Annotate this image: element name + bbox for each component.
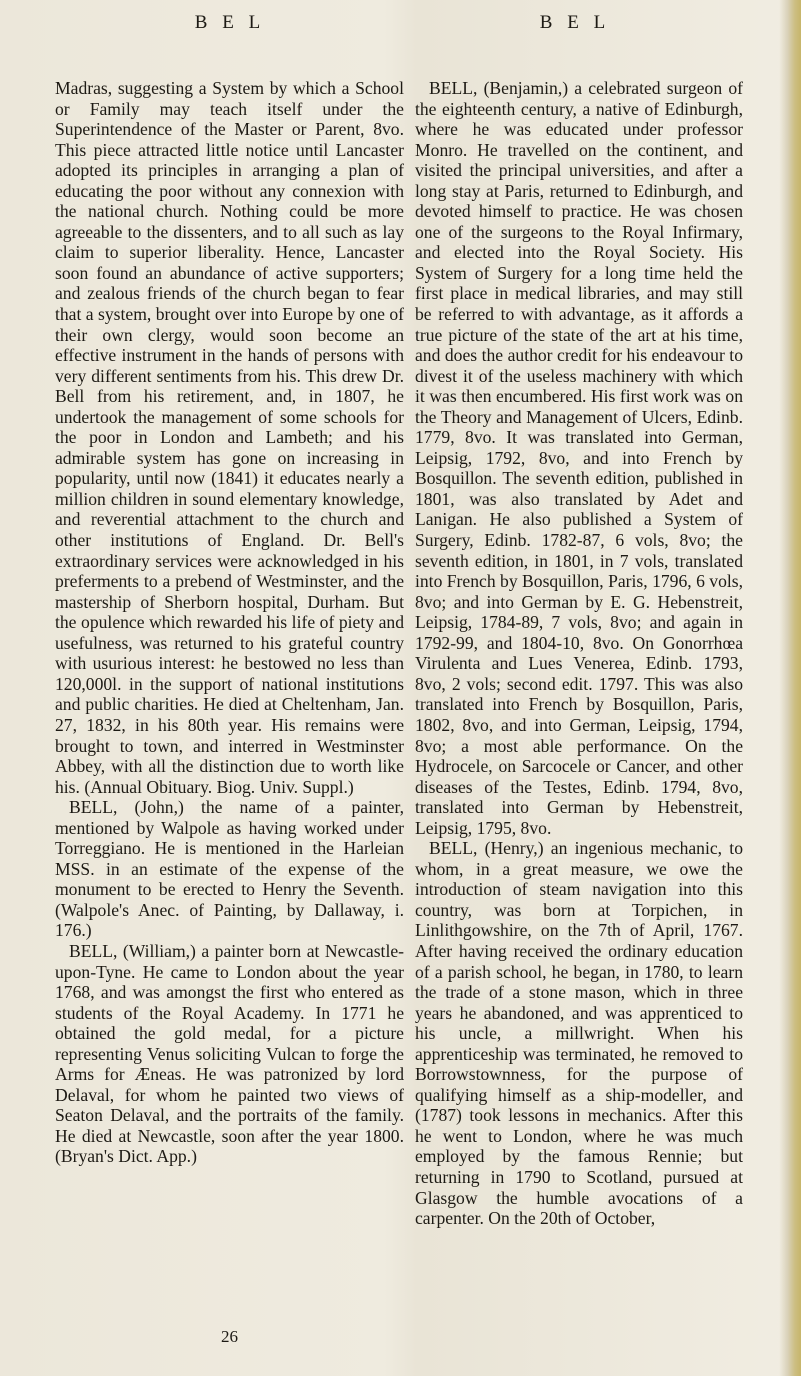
entry-bell-william: BELL, (William,) a painter born at Newcastle-upon-Tyne. He came to London about the year 1768, and was amongst the first who entered as students of the Royal Academy. In 1771 he obtained the gold medal, for a picture representing Venus soliciting Vulcan to forge the Arms for Æneas. He was patronized by lord Delaval, for whom he painted two views of Seaton Delaval, and the portraits of the family. He died at Newcastle, soon after the year 1800. (Bryan's Dict. App.): [55, 940, 404, 1167]
left-column: [55, 78, 404, 1167]
entry-bell-john: BELL, (John,) the name of a painter, mentioned by Walpole as having worked under Torreggiano. He is mentioned in the Harleian MSS. in an estimate of the expense of the monument to be erected to Henry the Seventh. (Walpole's Anec. of Painting, by Dallaway, i. 176.): [55, 797, 404, 941]
paragraph-madras-continuation: Madras, suggesting a System by which a School or Family may teach itself under the Superintendence of the Master or Parent, 8vo. This piece attracted little notice until Lancaster adopted its principles in arranging a plan of educating the poor without any connexion with the national church. Nothing could be more agreeable to the dissenters, and to all such as lay claim to superior liberality. Hence, Lancaster soon found an abundance of active supporters; and zealous friends of the church began to fear that a system, brought over into Europe by one of their own clergy, would soon become an effective instrument in the hands of persons with very different sentiments from his. This drew Dr. Bell from his retirement, and, in 1807, he undertook the management of some schools for the poor in London and Lambeth; and his admirable system has gone on increasing in popularity, until now (1841) it educates nearly a million children in sound elementary knowledge, and reverential attachment to the church and other institutions of England. Dr. Bell's extraordinary services were acknowledged in his preferments to a prebend of Westminster, and the mastership of Sherborn hospital, Durham. But the opulence which rewarded his life of piety and usefulness, was returned to his grateful country with usurious interest: he bestowed no less than 120,000l. in the support of national institutions and public charities. He died at Cheltenham, Jan. 27, 1832, in his 80th year. His remains were brought to town, and interred in Westminster Abbey, with all the distinction due to worth like his. (Annual Obituary. Biog. Univ. Suppl.): [55, 78, 404, 797]
entry-bell-benjamin: BELL, (Benjamin,) a celebrated surgeon of the eighteenth century, a native of Edinburgh, where he was educated under professor Monro. He travelled on the continent, and visited the principal universities, and after a long stay at Paris, returned to Edinburgh, and devoted himself to practice. He was chosen one of the surgeons to the Royal Infirmary, and elected into the Royal Society. His System of Surgery for a long time held the first place in medical libraries, and may still be referred to with advantage, as it affords a true picture of the state of the art at his time, and does the author credit for his endeavour to divest it of the useless machinery with which it was then encumbered. His first work was on the Theory and Management of Ulcers, Edinb. 1779, 8vo. It was translated into German, Leipsig, 1792, 8vo, and into French by Bosquillon. The seventh edition, published in 1801, was also translated by Adet and Lanigan. He also published a System of Surgery, Edinb. 1782-87, 6 vols, 8vo; the seventh edition, in 1801, in 7 vols, translated into French by Bosquillon, Paris, 1796, 6 vols, 8vo; and into German by E. G. Hebenstreit, Leipsig, 1784-89, 7 vols, 8vo; and again in 1792-99, and 1804-10, 8vo. On Gonorrhœa Virulenta and Lues Venerea, Edinb. 1793, 8vo, 2 vols; second edit. 1797. This was also translated into French by Bosquillon, Paris, 1802, 8vo, and into German, Leipsig, 1794, 8vo; a most able performance. On the Hydrocele, on Sarcocele or Cancer, and other diseases of the Testes, Edinb. 1794, 8vo, translated into German by Hebenstreit, Leipsig, 1795, 8vo.: [415, 78, 743, 838]
right-column: [415, 78, 743, 1229]
entry-bell-henry: BELL, (Henry,) an ingenious mechanic, to whom, in a great measure, we owe the introduction of steam navigation into this country, was born at Torpichen, in Linlithgowshire, on the 7th of April, 1767. After having received the ordinary education of a parish school, he began, in 1780, to learn the trade of a stone mason, which in three years he abandoned, and was apprenticed to his uncle, a millwright. When his apprenticeship was terminated, he removed to Borrowstownness, for the purpose of qualifying himself as a ship-modeller, and (1787) took lessons in mechanics. After this he went to London, where he was much employed by the famous Rennie; but returning in 1790 to Scotland, pursued at Glasgow the humble avocations of a carpenter. On the 20th of October,: [415, 838, 743, 1229]
page-number: 26: [221, 1327, 238, 1346]
running-header-left: B E L: [194, 12, 266, 33]
running-header-right: B E L: [539, 12, 611, 33]
page-edge: [779, 0, 801, 1376]
